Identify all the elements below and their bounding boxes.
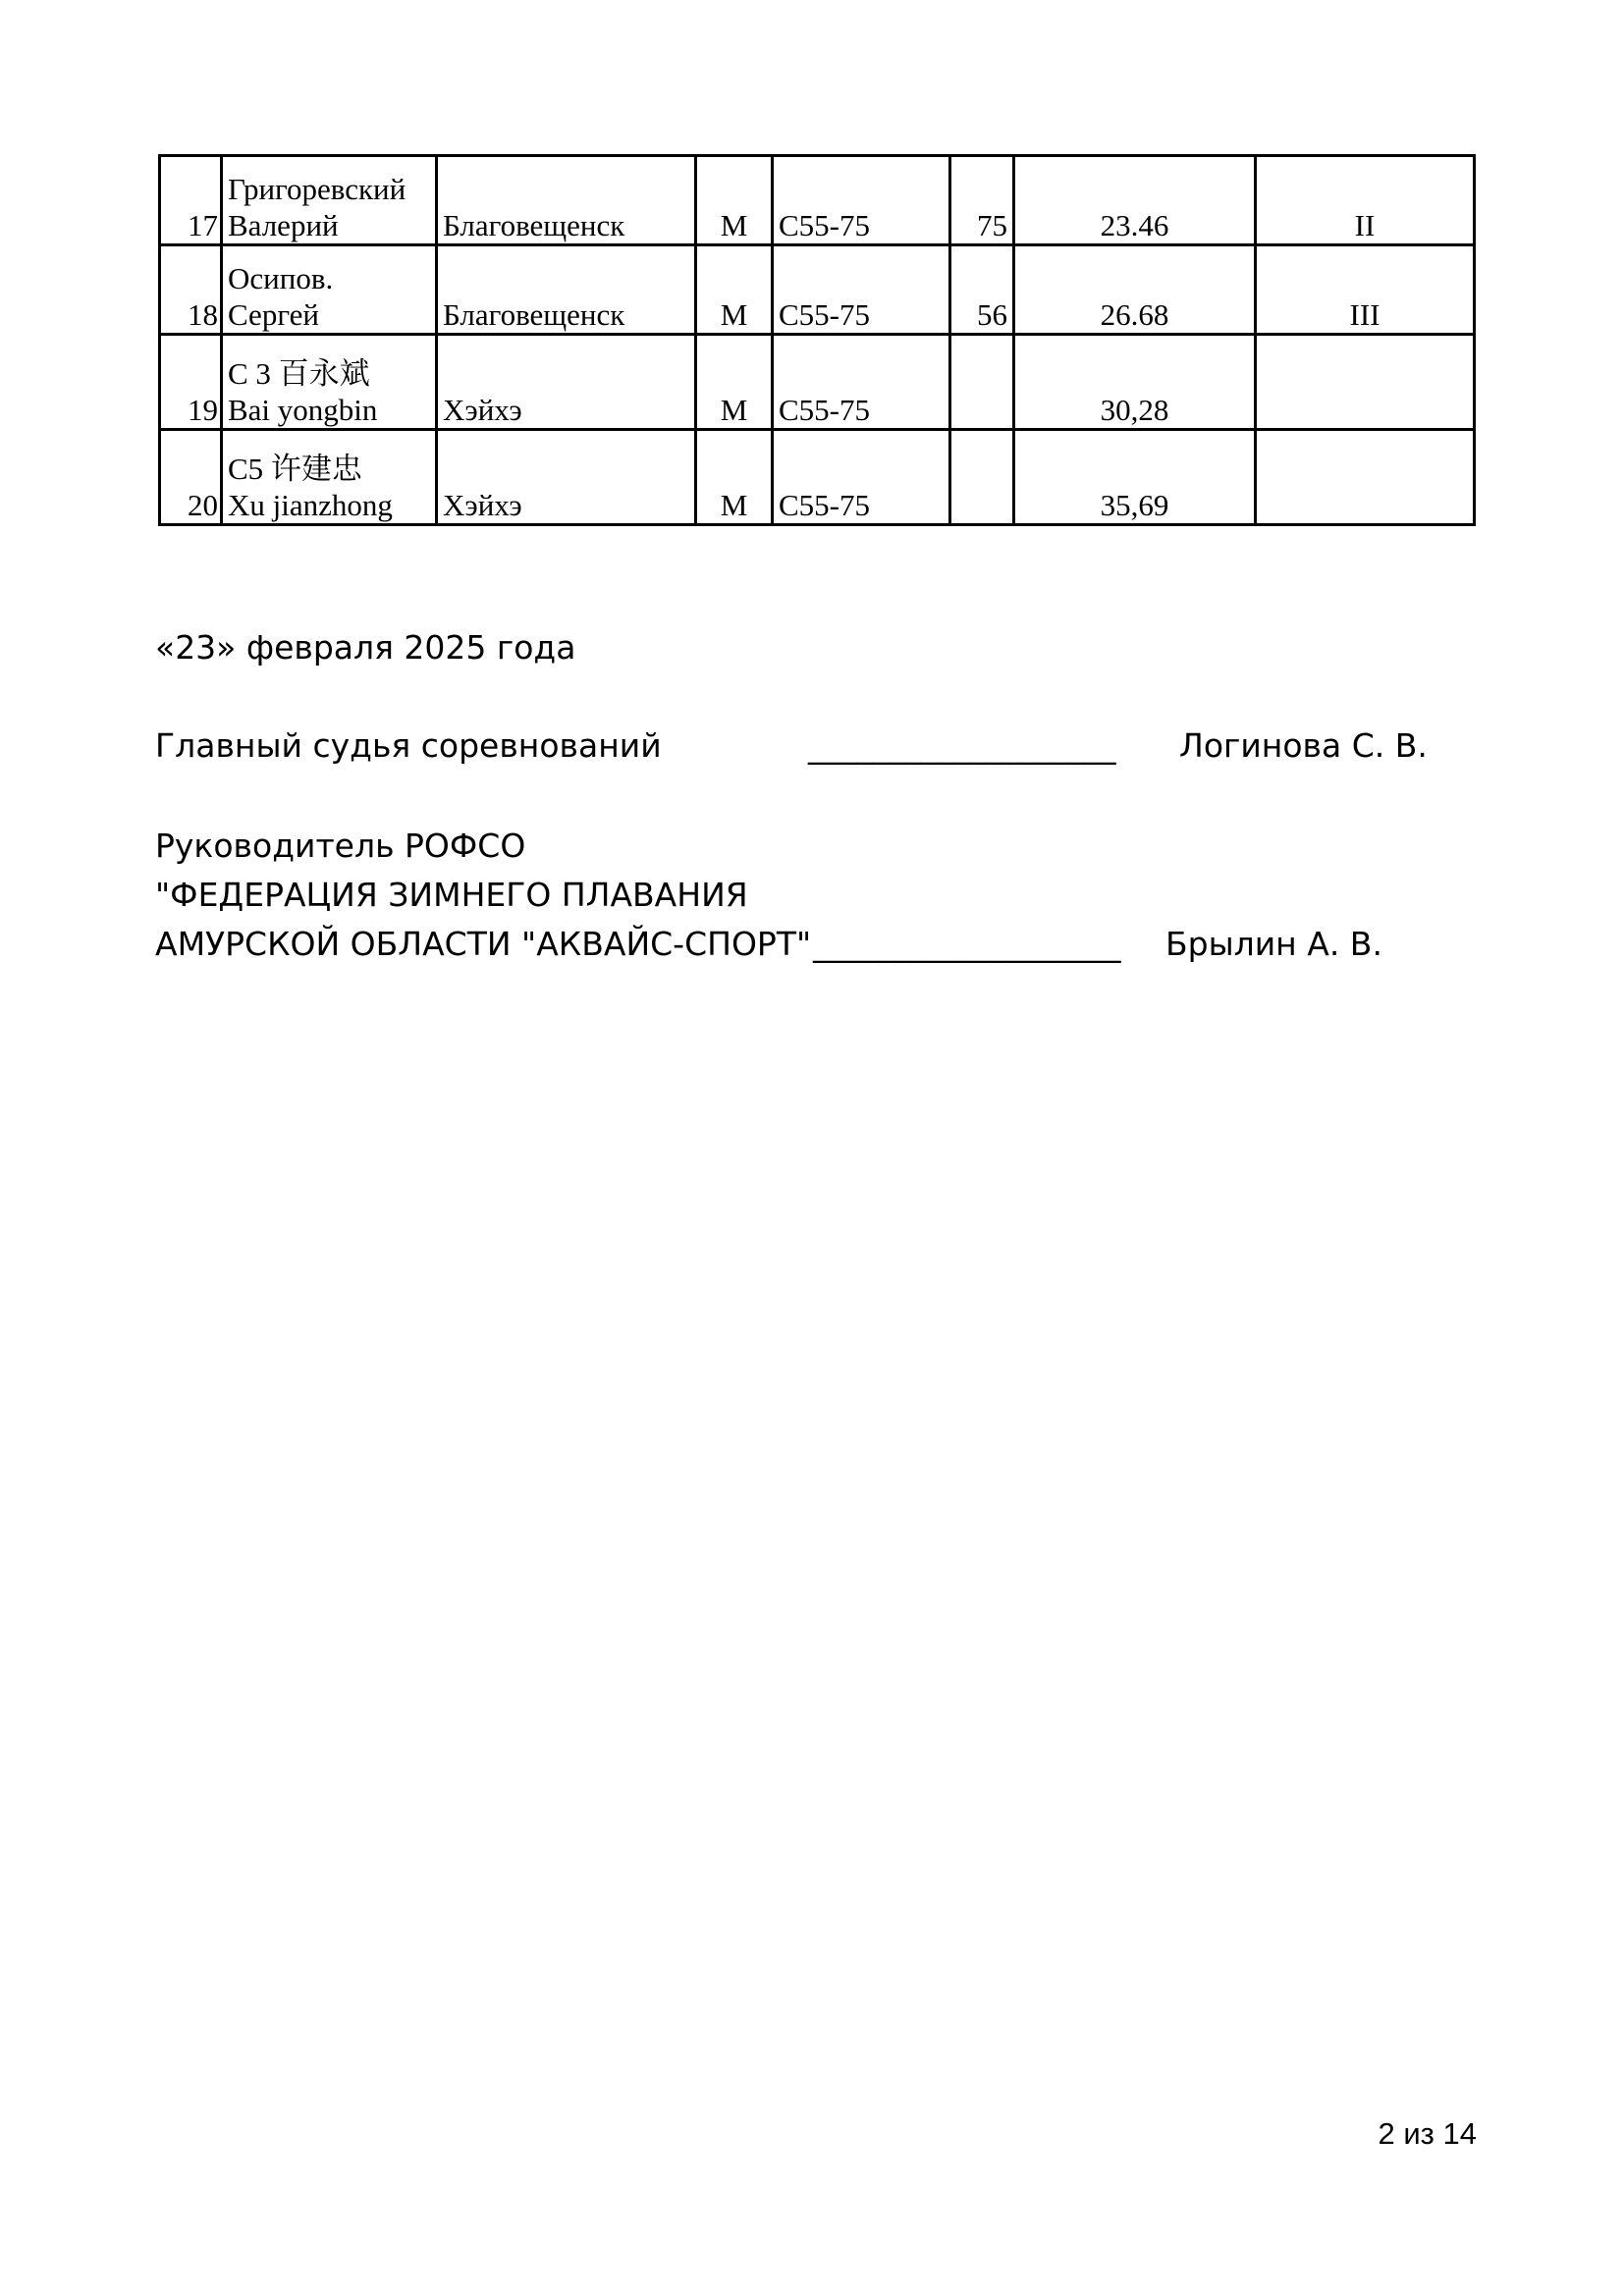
result-time: 35,69: [1014, 430, 1256, 525]
result-time: 23.46: [1014, 156, 1256, 245]
results-table-body: [160, 156, 1475, 525]
sport-rank: [1256, 430, 1475, 525]
participant-age: [950, 430, 1014, 525]
participant-given-name: Сергей: [228, 297, 319, 332]
result-time: 26.68: [1014, 245, 1256, 335]
participant-age: 56: [950, 245, 1014, 335]
results-table: [158, 154, 1476, 526]
page-number: 2 из 14: [1378, 2116, 1477, 2151]
result-time: 30,28: [1014, 335, 1256, 430]
document-date: «23» февраля 2025 года: [155, 628, 576, 667]
head-title-line-1: Руководитель РОФСО: [155, 827, 526, 865]
participant-surname: Осипов.: [228, 261, 334, 295]
age-group: С55-75: [773, 156, 950, 245]
participant-city: Благовещенск: [437, 245, 696, 335]
row-number: 18: [160, 245, 222, 335]
row-number: 17: [160, 156, 222, 245]
participant-age: [950, 335, 1014, 430]
participant-name: [222, 335, 437, 430]
chief-judge-title: Главный судья соревнований: [155, 726, 662, 765]
age-group: С55-75: [773, 430, 950, 525]
head-signature-line: ___________________: [813, 925, 1121, 963]
participant-sex: М: [696, 245, 773, 335]
participant-sex: М: [696, 156, 773, 245]
participant-city: Благовещенск: [437, 156, 696, 245]
row-number: 20: [160, 430, 222, 525]
participant-given-name: Валерий: [228, 208, 339, 242]
table-row: [160, 245, 1475, 335]
participant-name: [222, 430, 437, 525]
table-row: [160, 335, 1475, 430]
participant-name: [222, 245, 437, 335]
row-number: 19: [160, 335, 222, 430]
participant-name: [222, 156, 437, 245]
head-title-line-3: АМУРСКОЙ ОБЛАСТИ "АКВАЙС-СПОРТ": [155, 925, 812, 963]
table-row: [160, 156, 1475, 245]
age-group: С55-75: [773, 335, 950, 430]
participant-given-name: Bai yongbin: [228, 393, 378, 427]
participant-given-name: Xu jianzhong: [228, 488, 393, 522]
table-row: [160, 430, 1475, 525]
head-title-line-2: "ФЕДЕРАЦИЯ ЗИМНЕГО ПЛАВАНИЯ: [155, 876, 748, 914]
participant-surname: С 3 百永斌: [228, 356, 370, 391]
participant-surname: Григоревский: [228, 172, 406, 206]
head-name: Брылин А. В.: [1165, 925, 1382, 963]
chief-judge-name: Логинова С. В.: [1179, 726, 1428, 765]
participant-city: Хэйхэ: [437, 430, 696, 525]
participant-age: 75: [950, 156, 1014, 245]
age-group: С55-75: [773, 245, 950, 335]
chief-judge-signature-line: ___________________: [808, 726, 1116, 765]
sport-rank: [1256, 335, 1475, 430]
participant-surname: С5 许建忠: [228, 452, 362, 486]
participant-sex: М: [696, 430, 773, 525]
sport-rank: III: [1256, 245, 1475, 335]
participant-sex: М: [696, 335, 773, 430]
sport-rank: II: [1256, 156, 1475, 245]
participant-city: Хэйхэ: [437, 335, 696, 430]
